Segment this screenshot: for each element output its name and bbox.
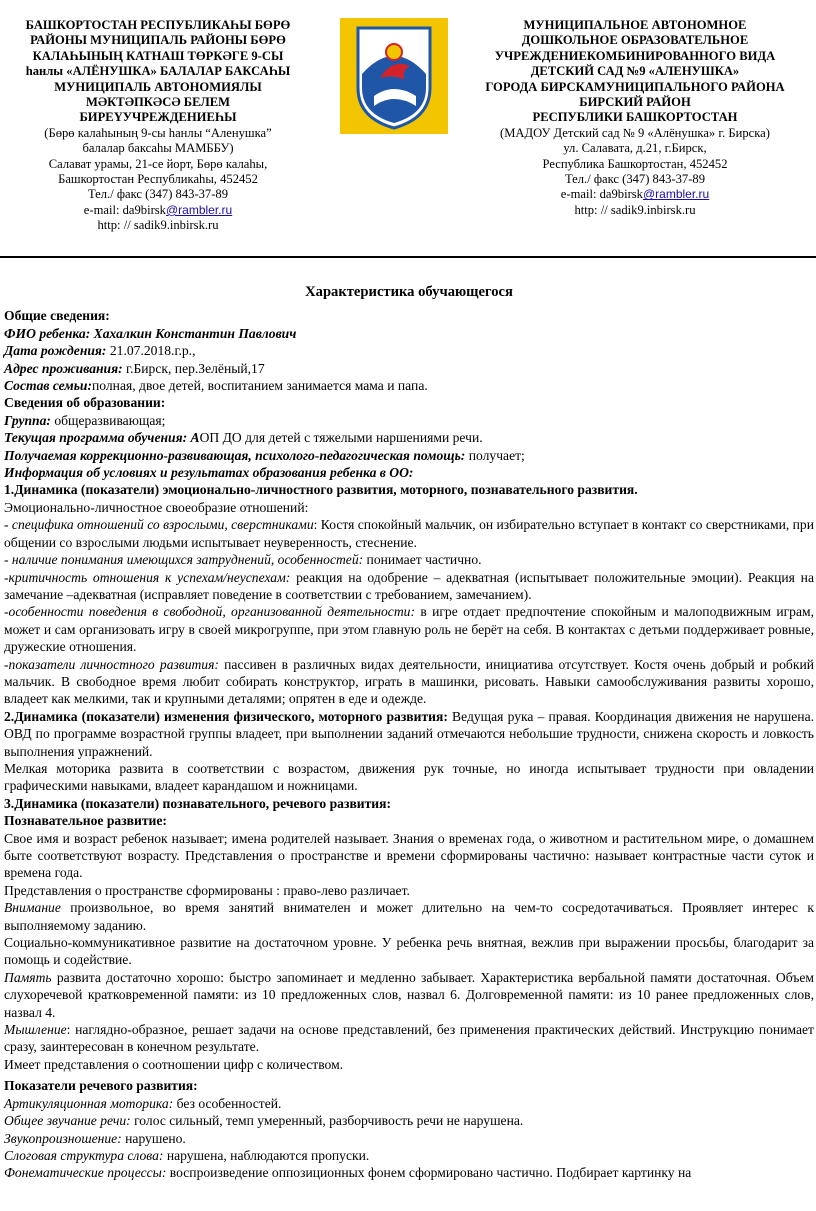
speech-item: Слоговая структура слова: нарушена, наблюдаются пропуски. (4, 1147, 370, 1163)
social-development: Социально-коммуникативное развитие на достаточном уровне. У ребенка речь внятная, вежлив при выражении просьбы, благодарит за помощь и содействие. (4, 935, 814, 968)
document-body (4, 284, 814, 1182)
memory: Память развита достаточно хорошо: быстро запоминает и медленно забывает. Характеристика вербальной памяти достаточная. Объем слухоречевой кратковременной памяти: из 10 предложенных слов, назвал 6. Долговременной памяти: из 10 ранее предложенных слов, назвал 4. (4, 969, 814, 1020)
education-heading: Сведения об образовании: (4, 395, 166, 411)
section-1-item: - специфика отношений со взрослыми, сверстниками: Костя спокойный мальчик, он избирательно вступает в контакт со сверстниками, при общении со взрослыми людьми испытывает неуверенность, стеснение. (4, 517, 815, 550)
section-3-paragraph: Представления о пространстве сформированы : право-лево различает. (4, 882, 410, 898)
kindergarten-logo (340, 18, 448, 134)
group: Группа: общеразвивающая; (4, 412, 166, 428)
email-link[interactable]: @rambler.ru (165, 202, 233, 217)
address: Адрес проживания: г.Бирск, пер.Зелёный,17 (4, 360, 265, 376)
org-contacts-russian: (МАДОУ Детский сад № 9 «Алёнушка» г. Бирска) ул. Салавата, д.21, г.Бирск, Республика Башкортостан, 452452 Тел./ факс (347) 843-37-89 e-mail: da9birsk@rambler.ru http: // sadik9.inbirsk.ru (470, 126, 800, 218)
section-1-heading: 1.Динамика (показатели) эмоционально-личностного развития, моторного, познавательного развития. (4, 482, 638, 498)
header-divider (0, 256, 816, 258)
letterhead (0, 18, 816, 248)
section-1-intro: Эмоционально-личностное своеобразие отношений: (4, 499, 309, 515)
info-heading: Информация об условиях и результатах образования ребенка в ОО: (4, 465, 414, 481)
section-3-heading: 3.Динамика (показатели) познавательного, речевого развития: (4, 795, 392, 811)
general-heading: Общие сведения: (4, 308, 110, 324)
section-2-motor: Мелкая моторика развита в соответствии с возрастом, движения рук точные, но иногда испытывает трудности при овладении графическими навыками, владеет карандашом и ножницами. (4, 760, 814, 794)
section-3-paragraph: Свое имя и возраст ребенок называет; имена родителей называет. Знания о временах года, о животном и растительном мире, о домашнем быте соответствуют возрасту. Представления о пространстве и времени сформированы частично: называет контрастные части суток и времена года. (4, 830, 814, 881)
section-2: 2.Динамика (показатели) изменения физического, моторного развития: Ведущая рука – правая. Координация движения не нарушена. ОВД по программе возрастной группы владеет, при выполнении заданий отмечаются небольшие трудности, снижена скорость и ловкость выполнения упражнений. (4, 708, 814, 759)
attention: Внимание произвольное, во время занятий внимателен и может длительно на чем-то сосредотачиваться. Проявляет интерес к выполняемому заданию. (4, 900, 814, 933)
family: Состав семьи:полная, двое детей, воспитанием занимается мама и папа. (4, 378, 428, 394)
numbers: Имеет представления о соотношении цифр с количеством. (4, 1056, 344, 1072)
section-1-item: -показатели личностного развития: пассивен в различных видах деятельности, инициатива отсутствует. Костя очень добрый и робкий мальчик. В свободное время любит собирать конструктор, играть в машинки, рисовать. Навыки самообслуживания развиты хорошо, владеет как мелкими, так и крупными деталями; опрятен в еде и одежде. (4, 656, 815, 707)
email-line: e-mail: da9birsk@rambler.ru (560, 187, 710, 202)
birth-date: Дата рождения: 21.07.2018.г.р., (4, 343, 196, 359)
child-name: ФИО ребенка: Хахалкин Константин Павлович (4, 325, 297, 341)
speech-heading: Показатели речевого развития: (4, 1078, 198, 1094)
org-name-bashkir: БАШКОРТОСТАН РЕСПУБЛИКАҺЫ БӨРӨ РАЙОНЫ МУНИЦИПАЛЬ РАЙОНЫ БӨРӨ КАЛАҺЫНЫҢ КАТНАШ ТӨРКӘГЕ 9-СЫ һанлы «АЛЁНУШКА» БАЛАЛАР БАКСАҺЫ МУНИЦИПАЛЬ АВТОНОМИЯЛЫ МӘКТӘПКӘСӘ БЕЛЕМ БИРЕҮУЧРЕЖДЕНИЕҺЫ (25, 18, 291, 125)
org-contacts-bashkir: (Бөрө калаһының 9-сы һанлы “Аленушка” балалар баксаһы МАМББУ) Салават урамы, 21-се йорт, Бөрө калаһы, Башкортостан Республикаһы, 452452 Тел./ факс (347) 843-37-89 e-mail: da9birsk@rambler.ru http: // sadik9.inbirsk.ru (0, 126, 316, 234)
email-link[interactable]: @rambler.ru (642, 187, 710, 202)
page-title: Характеристика обучающегося (305, 284, 513, 300)
thinking: Мышление: наглядно-образное, решает задачи на основе представлений, без применения практических действий. Инструкцию понимает сразу, заинтересован в конечном результате. (4, 1022, 814, 1055)
help: Получаемая коррекционно-развивающая, психолого-педагогическая помощь: получает; (4, 447, 525, 463)
section-3-subheading: Познавательное развитие: (4, 813, 167, 829)
section-1-item: - наличие понимания имеющихся затруднений, особенностей: понимает частично. (4, 552, 482, 568)
speech-item: Общее звучание речи: голос сильный, темп умеренный, разборчивость речи не нарушена. (4, 1113, 524, 1129)
org-name-russian: МУНИЦИПАЛЬНОЕ АВТОНОМНОЕ ДОШКОЛЬНОЕ ОБРАЗОВАТЕЛЬНОЕ УЧРЕЖДЕНИЕКОМБИНИРОВАННОГО ВИДА ДЕТСКИЙ САД №9 «АЛЕНУШКА» ГОРОДА БИРСКАМУНИЦИПАЛЬНОГО РАЙОНА БИРСКИЙ РАЙОН РЕСПУБЛИКИ БАШКОРТОСТАН (485, 18, 785, 125)
section-1-item: -критичность отношения к успехам/неуспехам: реакция на одобрение – адекватная (испытывает положительные эмоции). Реакция на замечание –адекватная (исправляет поведение в соответствии с требованием, замечанием). (4, 569, 814, 602)
speech-item: Артикуляционная моторика: без особенностей. (4, 1095, 282, 1111)
website: http: // sadik9.inbirsk.ru (97, 218, 219, 233)
speech-item: Звукопроизношение: нарушено. (4, 1130, 186, 1146)
email-line: e-mail: da9birsk@rambler.ru (83, 202, 233, 217)
program: Текущая программа обучения: АОП ДО для детей с тяжелыми наршениями речи. (4, 430, 483, 446)
letterhead-right (470, 18, 800, 218)
letterhead-left (0, 18, 316, 234)
speech-item: Фонематические процессы: воспроизведение оппозиционных фонем сформировано частично. Подбирает картинку на (4, 1165, 692, 1181)
website: http: // sadik9.inbirsk.ru (574, 202, 696, 217)
sun-icon (386, 44, 402, 60)
section-1-item: -особенности поведения в свободной, организованной деятельности: в игре отдает предпочтение спокойным и малоподвижным играм, может и сам организовать игру в своей микрогруппе, при этом главную роль не берёт на себя. В контактах с детьми поддерживает ровные, дружеские отношения. (4, 604, 815, 655)
